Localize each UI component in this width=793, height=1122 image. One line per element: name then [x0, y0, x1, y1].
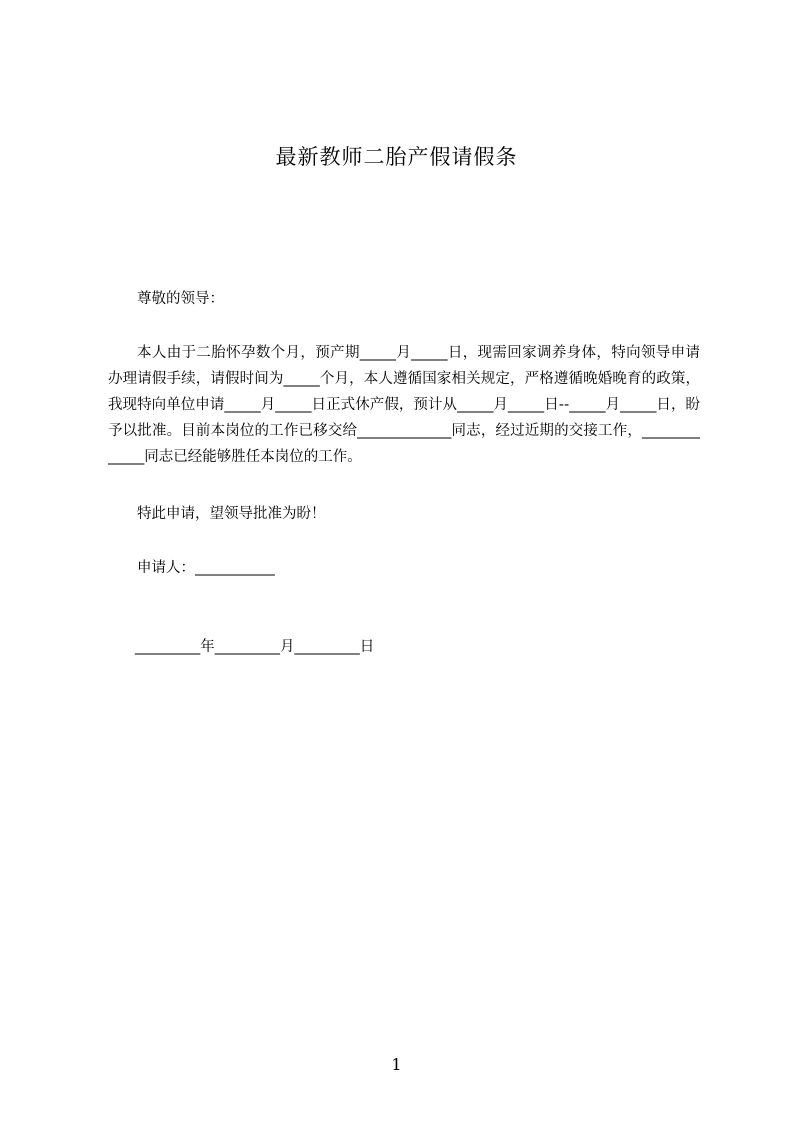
closing-line: 特此申请，望领导批准为盼！ [137, 506, 326, 522]
page-number: 1 [391, 1055, 402, 1074]
salutation: 尊敬的领导： [137, 291, 224, 307]
body-paragraph: 本人由于二胎怀孕数个月，预产期_____月_____日，现需回家调养身体，特向领导申请办理请假手续，请假时间为_____个月，本人遵循国家相关规定，严格遵循晚婚晚育的政策，我现特向单位申请_____月_____日正式休产假，预计从_____月_____日--_____月_____日，盼予以批准。目前本岗位的工作已移交给_____________同志，经过近期的交接工作，_____________同志已经能够胜任本岗位的工作。 [108, 345, 700, 465]
document-title: 最新教师二胎产假请假条 [275, 145, 518, 169]
applicant-signature-line: 申请人：___________ [137, 560, 275, 576]
date-line: _________年_________月_________日 [135, 639, 375, 655]
